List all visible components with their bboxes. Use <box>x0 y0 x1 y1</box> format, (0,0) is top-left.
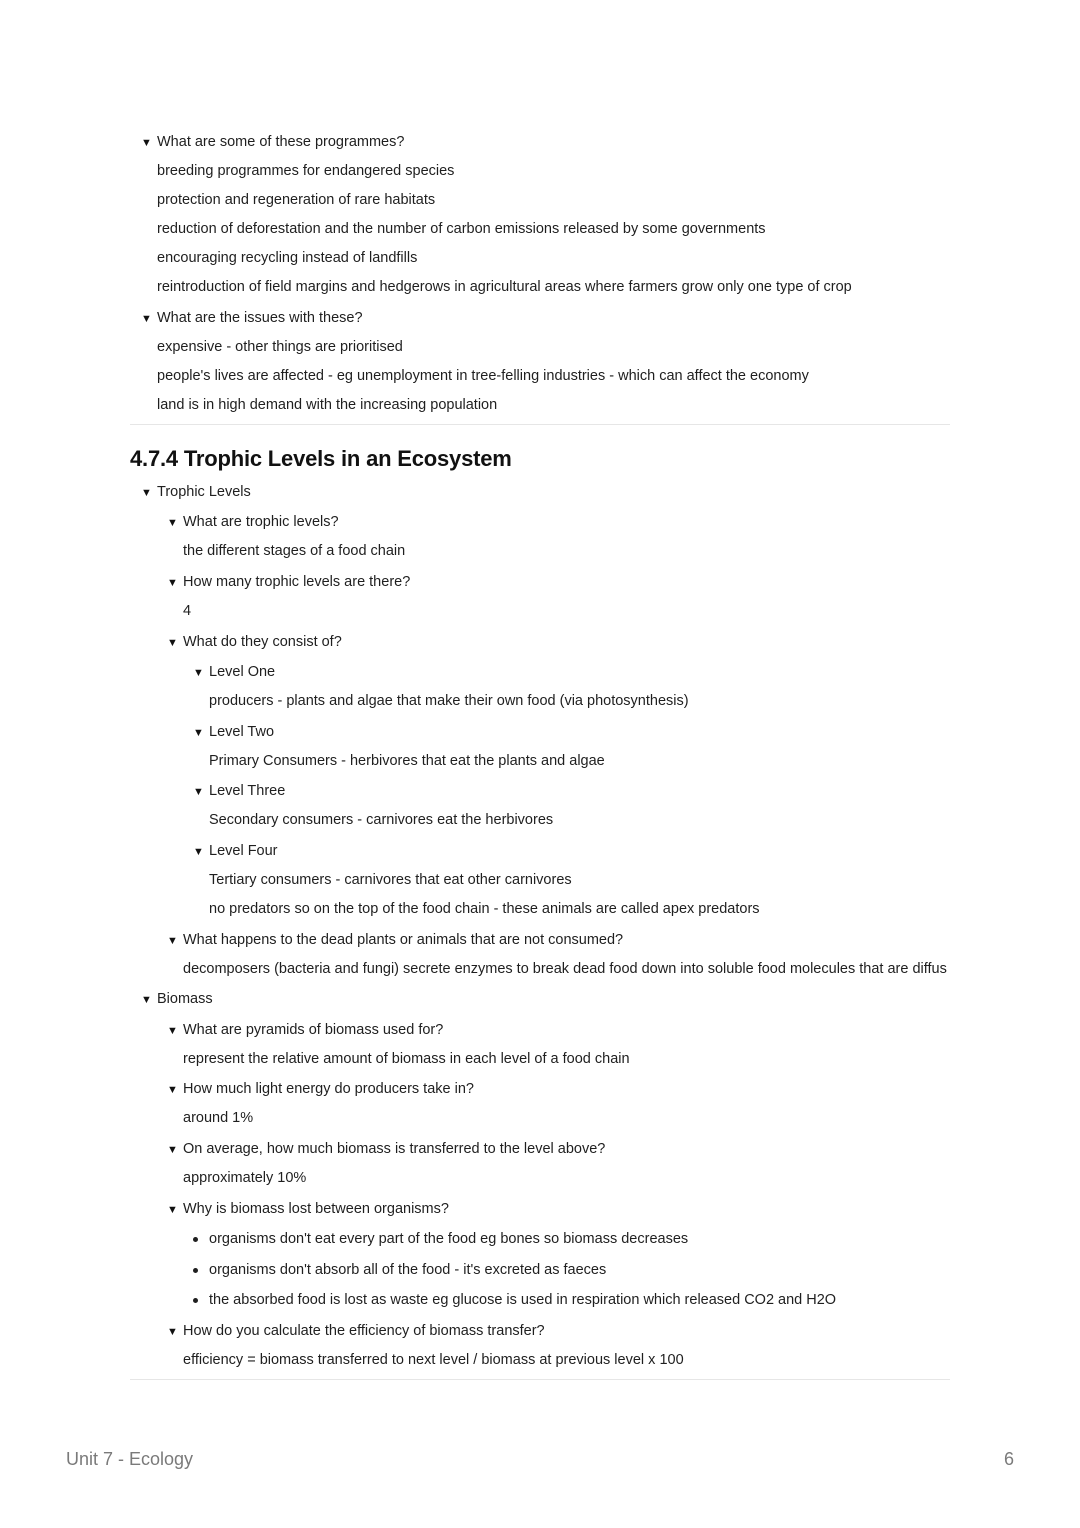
toggle-efficiency[interactable] <box>167 1322 545 1341</box>
triangle-down-icon[interactable]: ▼ <box>141 137 152 149</box>
answer-line: approximately 10% <box>183 1170 307 1186</box>
triangle-down-icon[interactable]: ▼ <box>193 667 204 679</box>
toggle-label: Level One <box>209 664 276 680</box>
answer-line: the different stages of a food chain <box>183 543 406 559</box>
toggle-how-many-levels[interactable] <box>167 573 410 592</box>
triangle-down-icon[interactable]: ▼ <box>167 1204 178 1216</box>
answer-line: decomposers (bacteria and fungi) secrete enzymes to break dead food down into soluble food molecules that are diffus <box>183 961 947 977</box>
answer-line: reintroduction of field margins and hedgerows in agricultural areas where farmers grow only one type of crop <box>157 279 852 295</box>
answer-line: reduction of deforestation and the number of carbon emissions released by some governments <box>157 221 766 237</box>
triangle-down-icon[interactable]: ▼ <box>167 935 178 947</box>
toggle-label: What are some of these programmes? <box>157 134 405 150</box>
answer-line: represent the relative amount of biomass in each level of a food chain <box>183 1051 630 1067</box>
triangle-down-icon[interactable]: ▼ <box>167 1326 178 1338</box>
answer-line: people's lives are affected - eg unemployment in tree-felling industries - which can affect the economy <box>157 368 809 384</box>
answer-line: Primary Consumers - herbivores that eat the plants and algae <box>209 753 605 769</box>
toggle-label: What are pyramids of biomass used for? <box>183 1022 444 1038</box>
triangle-down-icon[interactable]: ▼ <box>167 577 178 589</box>
page-number: 6 <box>1004 1449 1015 1469</box>
triangle-down-icon[interactable]: ▼ <box>167 637 178 649</box>
answer-line: 4 <box>183 603 192 619</box>
triangle-down-icon[interactable]: ▼ <box>167 1025 178 1037</box>
triangle-down-icon[interactable]: ▼ <box>193 786 204 798</box>
bullet-item: organisms don't eat every part of the food eg bones so biomass decreases <box>209 1231 689 1247</box>
toggle-label: Level Three <box>209 783 286 799</box>
answer-line: around 1% <box>183 1110 254 1126</box>
bullet-icon <box>193 1298 198 1303</box>
toggle-label: What are trophic levels? <box>183 514 339 530</box>
triangle-down-icon[interactable]: ▼ <box>141 487 152 499</box>
footer-unit: Unit 7 - Ecology <box>66 1449 194 1469</box>
toggle-label: Why is biomass lost between organisms? <box>183 1201 449 1217</box>
toggle-label: What happens to the dead plants or animals that are not consumed? <box>183 932 624 948</box>
section-heading: 4.7.4 Trophic Levels in an Ecosystem <box>130 446 512 471</box>
triangle-down-icon[interactable]: ▼ <box>141 994 152 1006</box>
answer-line: no predators so on the top of the food chain - these animals are called apex predators <box>209 901 760 917</box>
toggle-label: How do you calculate the efficiency of biomass transfer? <box>183 1323 545 1339</box>
triangle-down-icon[interactable]: ▼ <box>167 1144 178 1156</box>
toggle-programmes[interactable] <box>141 133 404 152</box>
triangle-down-icon[interactable]: ▼ <box>141 313 152 325</box>
toggle-biomass-lost[interactable] <box>167 1200 449 1219</box>
toggle-label: Level Four <box>209 843 278 859</box>
triangle-down-icon[interactable]: ▼ <box>193 727 204 739</box>
toggle-pyramids[interactable] <box>167 1021 443 1040</box>
toggle-what-are-trophic-levels[interactable] <box>167 513 339 532</box>
answer-line: breeding programmes for endangered species <box>157 163 455 179</box>
toggle-label: How much light energy do producers take in? <box>183 1081 474 1097</box>
toggle-label: What do they consist of? <box>183 634 342 650</box>
toggle-light-energy[interactable] <box>167 1080 474 1099</box>
answer-line: land is in high demand with the increasing population <box>157 397 498 413</box>
answer-line: encouraging recycling instead of landfills <box>157 250 418 266</box>
toggle-level-three[interactable] <box>193 782 285 801</box>
answer-line: Tertiary consumers - carnivores that eat other carnivores <box>209 872 572 888</box>
answer-line: Secondary consumers - carnivores eat the herbivores <box>209 812 554 828</box>
toggle-level-four[interactable] <box>193 842 278 861</box>
toggle-label: How many trophic levels are there? <box>183 574 411 590</box>
toggle-level-two[interactable] <box>193 723 274 742</box>
toggle-issues[interactable] <box>141 309 363 328</box>
toggle-level-one[interactable] <box>193 663 275 682</box>
divider <box>130 424 950 425</box>
toggle-label: What are the issues with these? <box>157 310 363 326</box>
answer-line: protection and regeneration of rare habitats <box>157 192 436 208</box>
bullet-icon <box>193 1268 198 1273</box>
answer-line: producers - plants and algae that make their own food (via photosynthesis) <box>209 693 689 709</box>
answer-line: efficiency = biomass transferred to next level / biomass at previous level x 100 <box>183 1352 684 1368</box>
toggle-label: Biomass <box>157 991 213 1007</box>
bullet-item: the absorbed food is lost as waste eg glucose is used in respiration which released CO2 and H2O <box>209 1292 837 1308</box>
toggle-biomass[interactable] <box>141 990 213 1009</box>
triangle-down-icon[interactable]: ▼ <box>193 846 204 858</box>
toggle-label: Trophic Levels <box>157 484 251 500</box>
toggle-average-transfer[interactable] <box>167 1140 605 1159</box>
bullet-icon <box>193 1237 198 1242</box>
toggle-consist-of[interactable] <box>167 633 342 652</box>
bullet-item: organisms don't absorb all of the food - it's excreted as faeces <box>209 1262 607 1278</box>
toggle-dead-plants[interactable] <box>167 931 623 950</box>
triangle-down-icon[interactable]: ▼ <box>167 1084 178 1096</box>
answer-line: expensive - other things are prioritised <box>157 339 403 355</box>
toggle-label: On average, how much biomass is transferred to the level above? <box>183 1141 606 1157</box>
triangle-down-icon[interactable]: ▼ <box>167 517 178 529</box>
toggle-trophic-levels[interactable] <box>141 483 251 502</box>
divider <box>130 1379 950 1380</box>
toggle-label: Level Two <box>209 724 275 740</box>
